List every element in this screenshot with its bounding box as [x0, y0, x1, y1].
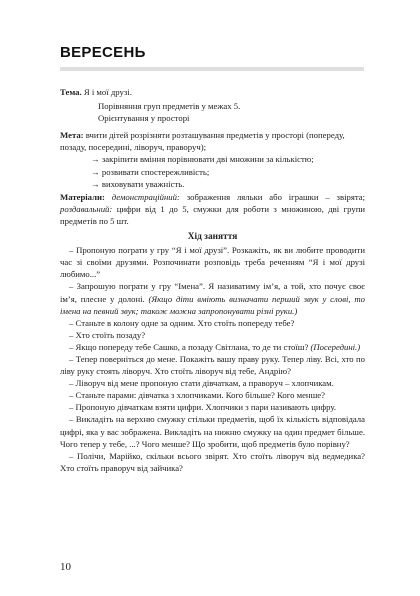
goal-value: вчити дітей розрізняти розташування предметів у просторі (попереду, позаду, посередині, ліворуч, праворуч); [60, 130, 345, 153]
paragraph: – Викладіть на верхню смужку стільки предметів, щоб їх кількість відповідала цифрі, яка у вас зображена. Викладіть на нижню смужку на один предмет більше. Чого тепер у тебе, ...? Чого менше? Що зробити, щоб предметів було порівну? [60, 414, 365, 449]
goal-item: → розвивати спостережливість; [91, 166, 210, 177]
paragraph: – Станьте парами: дівчатка з хлопчиками. Кого більше? Кого менше? [69, 390, 325, 401]
paragraph: – Ліворуч від мене пропоную стати дівчаткам, а праворуч – хлопчикам. [69, 378, 334, 389]
paragraph: – Запрошую пограти у гру “Імена”. Я називатиму ім’я, а той, хто почує своє ім’я, плесне у долоні. (Якщо діти вміють визначати перший звук у слові, то імена на певний звук; також можна запропонувати різні руки.) [60, 281, 366, 316]
paragraph: – Хто стоїть позаду? [69, 329, 146, 340]
subtopic-line-2: Орієнтування у просторі [98, 113, 190, 124]
topic-line [60, 86, 365, 98]
paragraph: – Пропоную пограти у гру “Я і мої друзі”. Розкажіть, як ви любите проводити час зі своїми друзями. Розпочинати розповідь треба реченням “Я і мої друзі любимо...” [60, 245, 365, 280]
paragraph: – Пропоную дівчаткам взяти цифри. Хлопчики з пари називають цифру. [69, 402, 337, 413]
goal-line [60, 129, 365, 153]
paragraph: – Якщо попереду тебе Сашко, а позаду Світлана, то де ти стоїш? (Посередині.) [69, 341, 361, 352]
dotted-divider [60, 67, 364, 71]
lesson-header-block [60, 86, 365, 474]
month-heading: ВЕРЕСЕНЬ [60, 44, 146, 61]
arrow-icon: → [91, 166, 100, 177]
arrow-icon: → [91, 154, 100, 165]
handout-label: роздавальний: [60, 203, 113, 214]
handout-value: цифри від 1 до 5, смужки для роботи з множиною, дві групи предметів по 5 шт. [60, 203, 365, 226]
section-heading: Хід заняття [187, 232, 238, 243]
goal-label: Мета: [60, 130, 84, 141]
paragraph: – Полічи, Марійко, скільки всього звірят. Хто стоїть ліворуч від ведмедика? Хто стоїть праворуч від зайчика? [60, 450, 365, 473]
materials-line [60, 191, 365, 227]
demo-label: демонстраційний: [111, 191, 180, 202]
materials-label: Матеріали: [60, 191, 105, 202]
page-number: 10 [60, 561, 71, 573]
topic-label: Тема. [60, 87, 82, 97]
paragraph: – Тепер поверніться до мене. Покажіть вашу праву руку. Тепер ліву. Всі, хто по ліву руку стоять ліворуч. Хто стоїть ліворуч від тебе, Андрію? [60, 353, 365, 377]
demo-value: зображення ляльки або іграшки – звірята; [186, 191, 365, 202]
arrow-icon: → [91, 178, 100, 189]
goal-item: → виховувати уважність. [91, 178, 185, 189]
topic-value: Я і мої друзі. [83, 87, 132, 97]
goal-item: → закріпити вміння порівнювати дві множини за кількістю; [91, 154, 314, 165]
subtopic-line-1: Порівняння груп предметів у межах 5. [98, 101, 241, 112]
paragraph: – Станьте в колону одне за одним. Хто стоїть попереду тебе? [69, 317, 295, 328]
